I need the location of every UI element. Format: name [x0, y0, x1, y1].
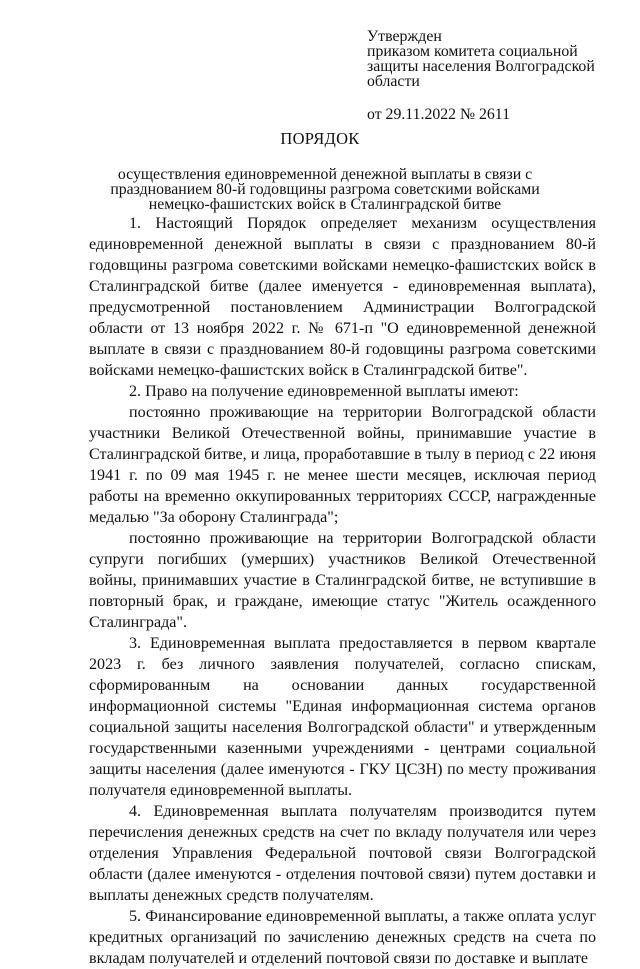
document-title: ПОРЯДОК [280, 129, 360, 148]
paragraph-6: 4. Единовременная выплата получателям производится путем перечисления денежных средств на счет по вкладу получателя или через отделения Управления Федеральной почтовой связи Волгоградской области (далее именуются - отделения почтовой связи) путем доставки и выплаты денежных средств получателям. [89, 803, 596, 904]
approval-stamp [367, 29, 617, 122]
paragraph-2: 2. Право на получение единовременной выплаты имеют: [129, 383, 519, 400]
document-subtitle: осуществления единовременной денежной выплаты в связи с празднованием 80-й годовщины разгрома советскими войсками немецко-фашистских войск в Сталинградской битве [110, 166, 540, 213]
document-body [89, 213, 596, 969]
paragraph-5: 3. Единовременная выплата предоставляется в первом квартале 2023 г. без личного заявления получателей, согласно спискам, сформированным на основании данных государственной информационной системы "Единая информационная система органов социальной защиты населения Волгоградской области" и утвержденным государственными казенными учреждениями - центрами социальной защиты населения (далее именуются - ГКУ ЦСЗН) по месту проживания получателя единовременной выплаты. [89, 635, 596, 799]
paragraph-3: постоянно проживающие на территории Волгоградской области участники Великой Отечественной войны, принимавшие участие в Сталинградской битве, и лица, проработавшие в тылу в период с 22 июня 1941 г. по 09 мая 1945 г. не менее шести месяцев, исключая период работы на временно оккупированных территориях СССР, награжденные медалью "За оборону Сталинграда"; [89, 404, 596, 526]
approval-line-2: приказом комитета социальной [367, 43, 578, 60]
paragraph-1: 1. Настоящий Порядок определяет механизм осуществления единовременной денежной выплаты в связи с празднованием 80-й годовщины разгрома советскими войсками немецко-фашистских войск в Сталинградской битве (далее именуется - единовременная выплата), предусмотренной постановлением Администрации Волгоградской области от 13 ноября 2022 г. № 671-п "О единовременной денежной выплате в связи с празднованием 80-й годовщины разгрома советскими войсками немецко-фашистских войск в Сталинградской битве". [89, 215, 596, 379]
paragraph-4: постоянно проживающие на территории Волгоградской области супруги погибших (умерших) участников Великой Отечественной войны, принимавших участие в Сталинградской битве, не вступившие в повторный брак, и граждане, имеющие статус "Житель осажденного Сталинграда". [89, 530, 596, 631]
approval-date: от 29.11.2022 № 2611 [367, 106, 511, 123]
approval-line-3: защиты населения Волгоградской [367, 58, 595, 75]
approval-line-4: области [367, 73, 420, 90]
paragraph-7: 5. Финансирование единовременной выплаты, а также оплата услуг кредитных организаций по зачислению денежных средств на счета по вкладам получателей и отделений почтовой связи по доставке и выплате [89, 908, 596, 967]
approval-line-1: Утвержден [367, 28, 442, 45]
